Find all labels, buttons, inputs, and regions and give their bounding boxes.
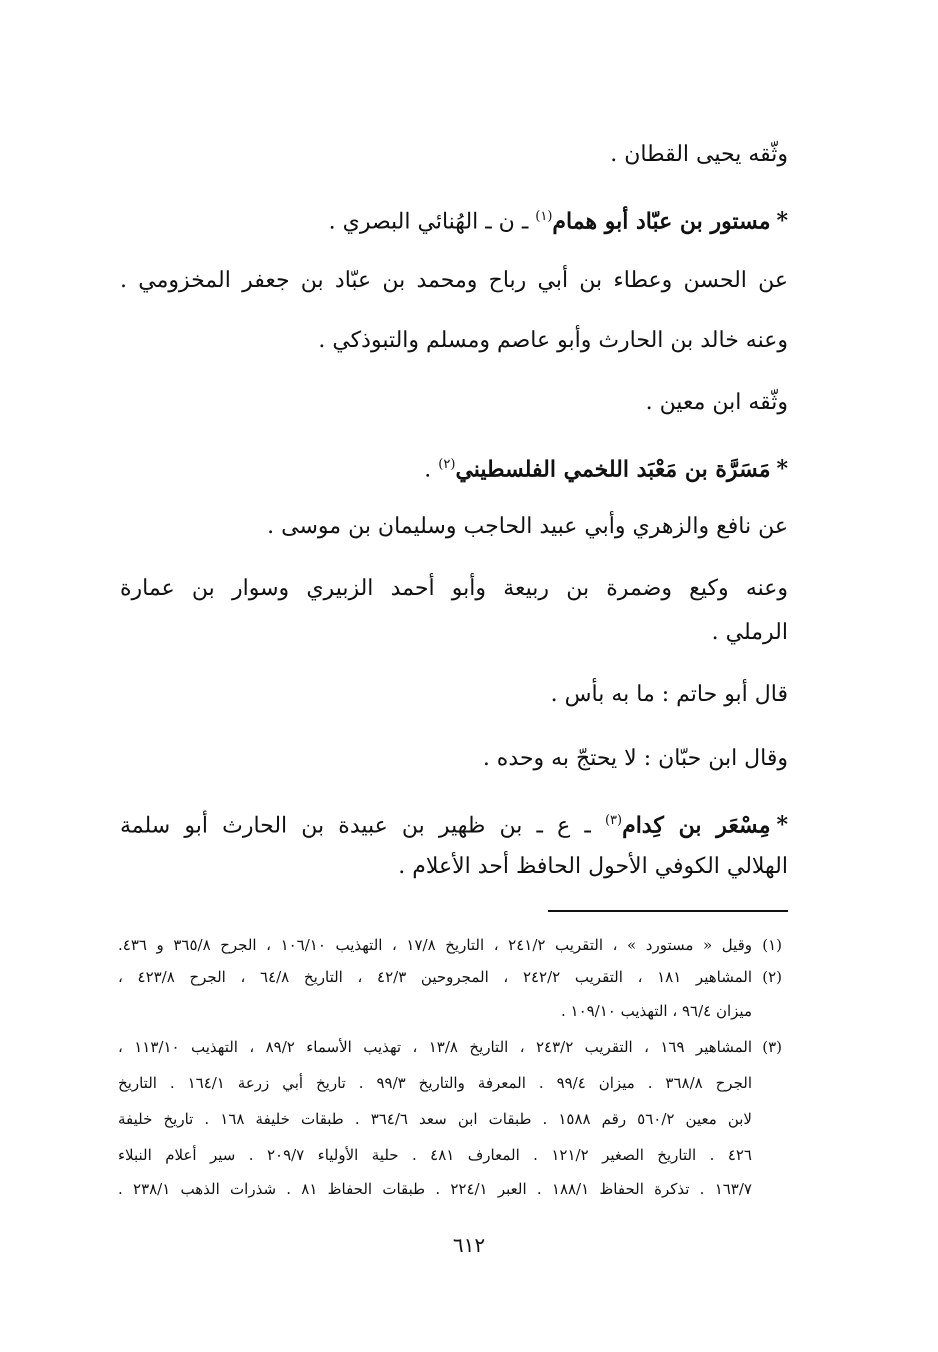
text-line: الهلالي الكوفي الأحول الحافظ أحد الأعلام . [398, 854, 788, 879]
page-number: ٦١٢ [452, 1233, 486, 1257]
text-line: وعنه خالد بن الحارث وأبو عاصم ومسلم والتبوذكي . [318, 328, 788, 353]
text-line: عن الحسن وعطاء بن أبي رباح ومحمد بن عبّاد بن جعفر المخزومي . [120, 268, 788, 293]
footnote-line: لابن معين ٥٦٠/٢ رقم ١٥٨٨ . طبقات ابن سعد ٣٦٤/٦ . طبقات خليفة ١٦٨ . تاريخ خليفة [118, 1110, 752, 1128]
text-line: الرملي . [711, 620, 788, 645]
footnote-ref: (٣) [604, 813, 623, 828]
entry-heading [424, 450, 788, 485]
footnote-divider [548, 910, 788, 912]
entry-star: * [776, 456, 788, 483]
entry-heading [329, 202, 788, 237]
entry-details: ـ ع ـ بن ظهير بن عبيدة بن الحارث أبو سلمة [120, 813, 591, 839]
footnote-number: (٢) [762, 968, 782, 986]
footnote-ref: (١) [535, 209, 553, 224]
footnote-line: ميزان ٩٦/٤ ، التهذيب ١٠٩/١٠ . [560, 1002, 752, 1020]
entry-star: * [776, 812, 788, 839]
entry-star: * [776, 208, 788, 235]
footnote-line: الجرح ٣٦٨/٨ . ميزان ٩٩/٤ . المعرفة والتاريخ ٩٩/٣ . تاريخ أبي زرعة ١٦٤/١ . التاريخ [118, 1074, 753, 1092]
entry-details: ـ ن ـ الهُنائي البصري . [328, 209, 529, 235]
footnote-number: (١) [762, 936, 782, 954]
entry-details: . [424, 457, 432, 483]
text-line: وعنه وكيع وضمرة بن ربيعة وأبو أحمد الزبيري وسوار بن عمارة [120, 576, 788, 601]
footnote-line: ١٦٣/٧ . تذكرة الحفاظ ١٨٨/١ . العبر ٢٢٤/١ . طبقات الحفاظ ٨١ . شذرات الذهب ٢٣٨/١ . [118, 1180, 752, 1198]
entry-name: مِسْعَر بن كِدام [622, 812, 771, 839]
footnote-line: وقيل « مستورد » ، التقريب ٢٤١/٢ ، التاريخ ١٧/٨ ، التهذيب ١٠٦/١٠ ، الجرح ٣٦٥/٨ و ٤٣٦. [118, 936, 752, 954]
text-line: وثّقه يحيى القطان . [610, 142, 788, 167]
footnote-number: (٣) [762, 1038, 782, 1056]
footnote-line: ٤٢٦ . التاريخ الصغير ١٢١/٢ . المعارف ٤٨١ . حلية الأولياء ٢٠٩/٧ . سير أعلام النبلاء [118, 1146, 752, 1164]
footnote-line: المشاهير ١٦٩ ، التقريب ٢٤٣/٢ ، التاريخ ١٣/٨ ، تهذيب الأسماء ٨٩/٢ ، التهذيب ١١٣/١٠ ، [118, 1038, 752, 1056]
text-line: قال أبو حاتم : ما به بأس . [550, 682, 788, 707]
text-line: عن نافع والزهري وأبي عبيد الحاجب وسليمان بن موسى . [267, 514, 788, 539]
entry-name: مستور بن عبّاد أبو همام [552, 208, 771, 235]
text-line: وقال ابن حبّان : لا يحتجّ به وحده . [482, 746, 788, 771]
footnote-ref: (٢) [438, 457, 456, 472]
text-line: وثّقه ابن معين . [645, 390, 788, 415]
entry-heading [120, 806, 788, 841]
footnote-line: المشاهير ١٨١ ، التقريب ٢٤٢/٢ ، المجروحين ٤٢/٣ ، التاريخ ٦٤/٨ ، الجرح ٤٢٣/٨ ، [118, 968, 753, 986]
entry-name: مَسَرَّة بن مَعْبَد اللخمي الفلسطيني [455, 456, 771, 483]
